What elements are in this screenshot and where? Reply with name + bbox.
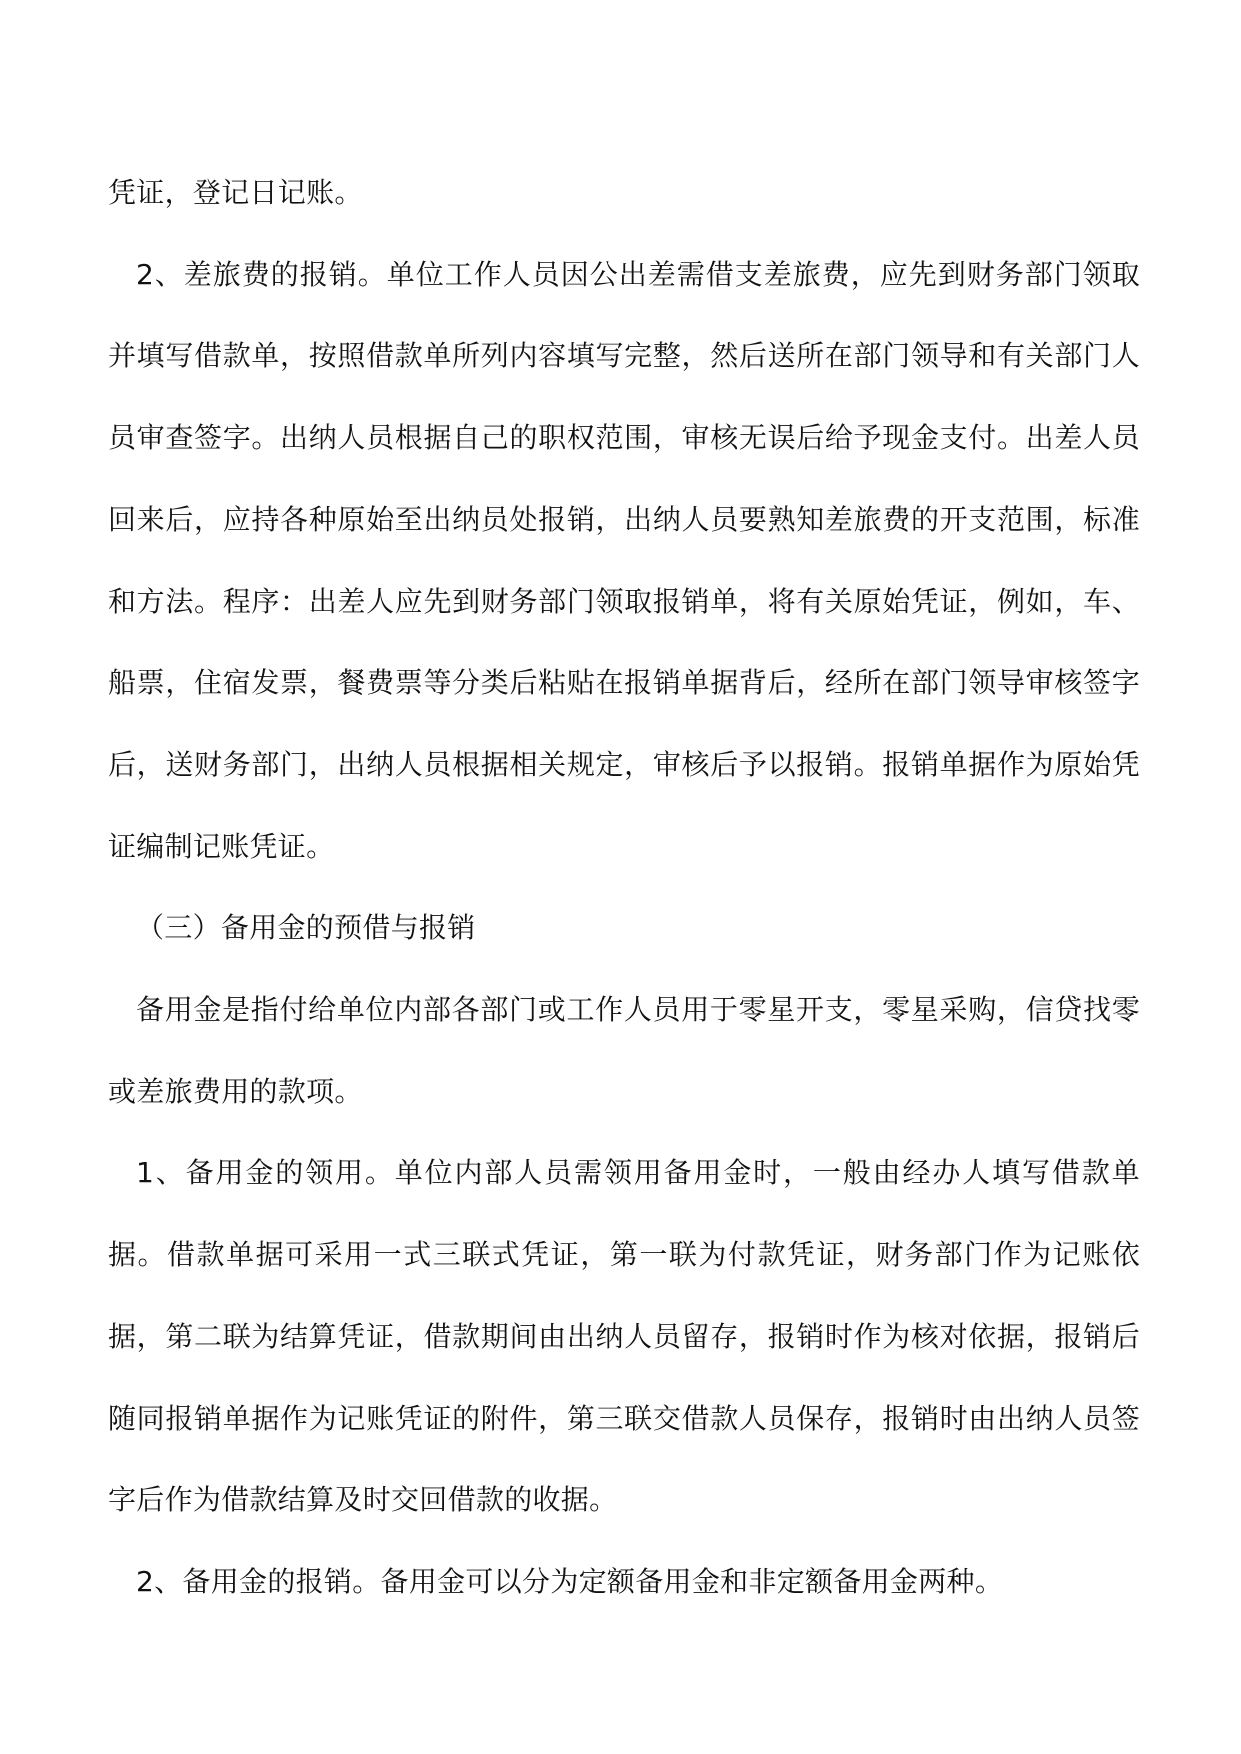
paragraph-petty-cash-definition: 备用金是指付给单位内部各部门或工作人员用于零星开支，零星采购，信贷找零或差旅费用的款项。 [108,993,1140,1108]
paragraph-travel-expense: 2、差旅费的报销。单位工作人员因公出差需借支差旅费，应先到财务部门领取并填写借款单，按照借款单所列内容填写完整，然后送所在部门领导和有关部门人员审查签字。出纳人员根据自己的职权范围，审核无误后给予现金支付。出差人员回来后，应持各种原始至出纳员处报销，出纳人员要熟知差旅费的开支范围，标准和方法。程序：出差人应先到财务部门领取报销单，将有关原始凭证，例如，车、船票，住宿发票，餐费票等分类后粘贴在报销单据背后，经所在部门领导审核签字后，送财务部门，出纳人员根据相关规定，审核后予以报销。报销单据作为原始凭证编制记账凭证。 [108,257,1140,863]
document-page [108,152,1140,1623]
paragraph-continuation: 凭证，登记日记账。 [108,176,363,209]
paragraph-petty-cash-use: 1、备用金的领用。单位内部人员需领用备用金时，一般由经办人填写借款单据。借款单据可采用一式三联式凭证，第一联为付款凭证，财务部门作为记账依据，第二联为结算凭证，借款期间由出纳人员留存，报销时作为核对依据，报销后随同报销单据作为记账凭证的附件，第三联交借款人员保存，报销时由出纳人员签字后作为借款结算及时交回借款的收据。 [108,1156,1140,1517]
paragraph-petty-cash-reimbursement: 2、备用金的报销。备用金可以分为定额备用金和非定额备用金两种。 [136,1564,1004,1598]
section-heading-petty-cash: （三）备用金的预借与报销 [136,911,476,945]
